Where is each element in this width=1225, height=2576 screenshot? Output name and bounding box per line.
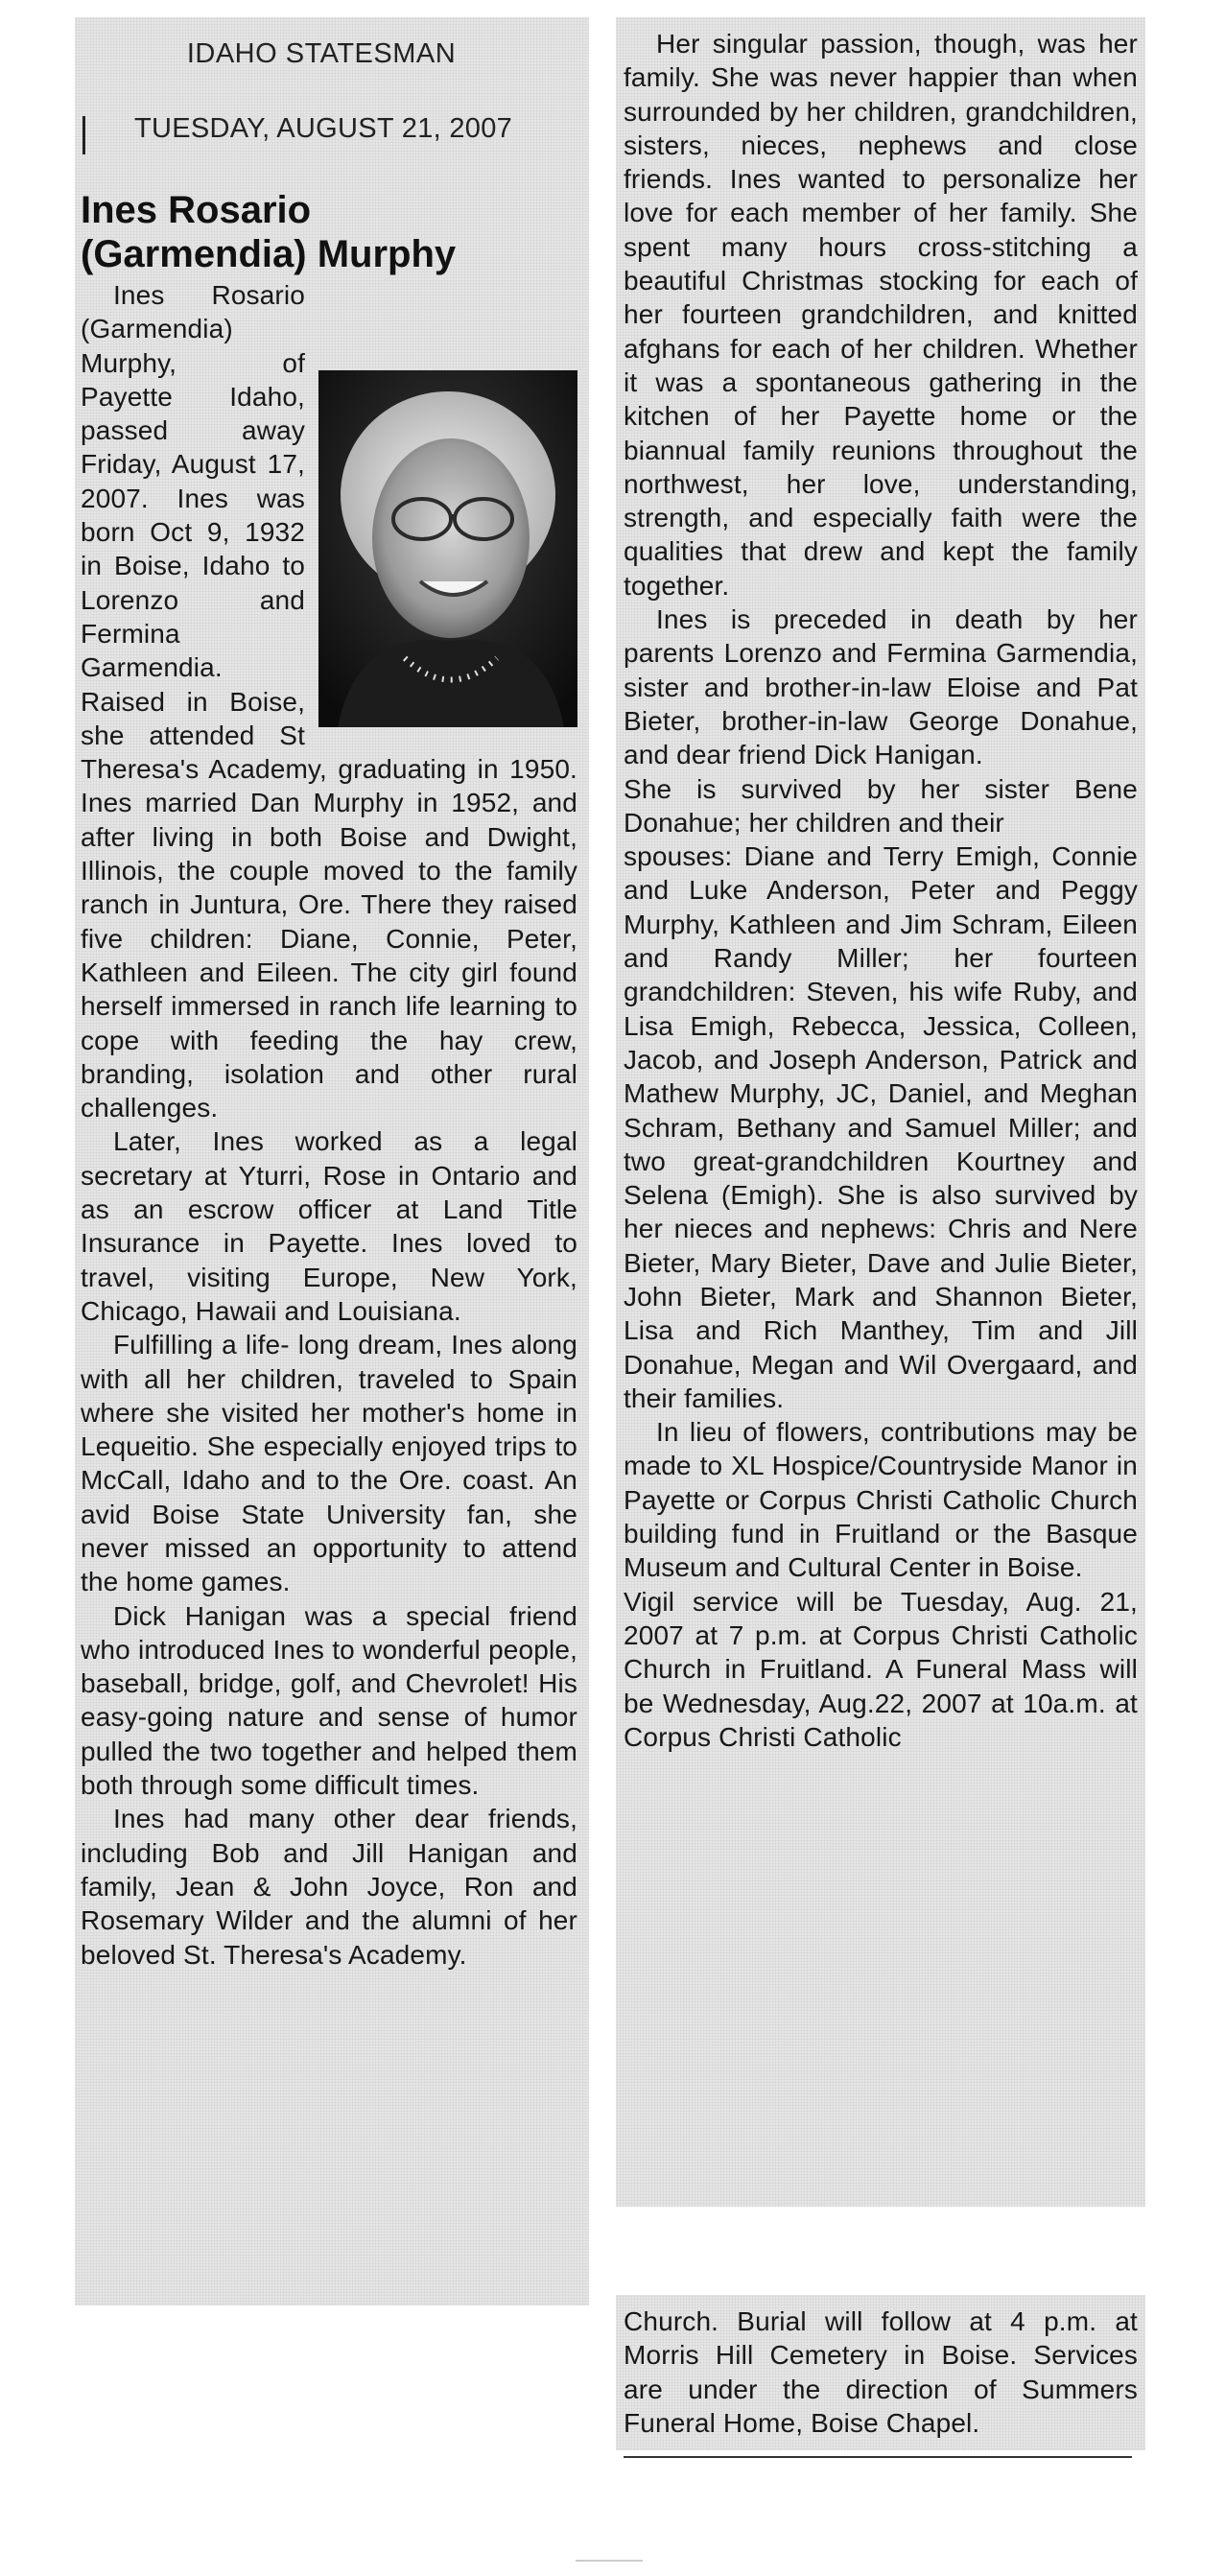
portrait-photo (318, 370, 577, 727)
right-paragraph: Her singular passion, though, was her family. She was never happier than when surrounded by her children, grandchildren, sisters, nieces, nephews and close friends. Ines wanted to personalize her love for each member of her family. She spent many hours cross-stitching a beautiful Christmas stocking for each of her fourteen grandchildren, and knitted afghans for each of her children. Whether it was a spontaneous gathering in the kitchen of her Payette home or the biannual family reunions throughout the northwest, her love, understanding, strength, and especially faith were the qualities that drew and kept the family together. (624, 29, 1138, 601)
left-paragraph: Ines Rosario (Garmendia) Murphy, of Payette Idaho, passed away Friday, August 17, 2007. Ines was born Oct 9, 1932 in Boise, Idaho to Lorenzo and Fermina Garmendia. Raised in Boise, she attended St Theresa's Academy, graduating in 1950. Ines married Dan Murphy in 1952, and after living in both Boise and Dwight, Illinois, the couple moved to the family ranch in Juntura, Ore. There they raised five children: Diane, Connie, Peter, Kathleen and Eileen. The city girl found herself immersed in ranch life learning to cope with feeding the hay crew, branding, isolation and other rural challenges. (81, 280, 577, 1123)
right-paragraph: In lieu of flowers, contributions may be made to XL Hospice/Countryside Manor in Payette or Corpus Christi Catholic Church building fund in Fruitland or the Basque Museum and Cultural Center in Boise. (624, 1417, 1138, 1583)
right-column (624, 27, 1138, 1754)
portrait-image (318, 370, 577, 727)
headline-line-1: Ines Rosario (81, 189, 312, 231)
footer-mark (576, 2560, 643, 2562)
date-text: TUESDAY, AUGUST 21, 2007 (134, 113, 513, 144)
left-paragraph: Ines had many other dear friends, including Bob and Jill Hanigan and family, Jean & John Joyce, Ron and Rosemary Wilder and the alumni of her beloved St. Theresa's Academy. (81, 1804, 577, 1970)
left-paragraph: Later, Ines worked as a legal secretary at Yturri, Rose in Ontario and as an escrow officer at Land Title Insurance in Payette. Ines loved to travel, visiting Europe, New York, Chicago, Hawaii and Louisiana. (81, 1126, 577, 1326)
left-column (81, 278, 577, 1972)
dateline (82, 113, 562, 145)
right-paragraph: Ines is preceded in death by her parents Lorenzo and Fermina Garmendia, sister and brother-in-law Eloise and Pat Bieter, brother-in-law George Donahue, and dear friend Dick Hanigan. (624, 604, 1138, 770)
masthead: IDAHO STATESMAN (186, 38, 457, 69)
left-paragraph: Fulfilling a life- long dream, Ines along with all her children, traveled to Spain where she visited her mother's home in Lequeitio. She especially enjoyed trips to McCall, Idaho and to the Ore. coast. An avid Boise State University fan, she never missed an opportunity to attend the home games. (81, 1330, 577, 1597)
closing-rule (624, 2456, 1132, 2458)
right-paragraph: Vigil service will be Tuesday, Aug. 21, 2007 at 7 p.m. at Corpus Christi Catholic Church in Fruitland. A Funeral Mass will be Wednesday, Aug.22, 2007 at 10a.m. at Corpus Christi Catholic (624, 1586, 1138, 1752)
headline-line-2: (Garmendia) Murphy (81, 233, 457, 275)
right-paragraph: spouses: Diane and Terry Emigh, Connie and Luke Anderson, Peter and Peggy Murphy, Kathleen and Jim Schram, Eileen and Randy Miller; her fourteen grandchildren: Steven, his wife Ruby, and Lisa Emigh, Rebecca, Jessica, Colleen, Jacob, and Joseph Anderson, Patrick and Mathew Murphy, JC, Daniel, and Meghan Schram, Bethany and Samuel Miller; and two great-grandchildren Kourtney and Selena (Emigh). She is also survived by her nieces and nephews: Chris and Nere Bieter, Mary Bieter, Dave and Julie Bieter, John Bieter, Mark and Shannon Bieter, Lisa and Rich Manthey, Tim and Jill Donahue, Megan and Wil Overgaard, and their families. (624, 841, 1138, 1413)
bottom-column (624, 2304, 1138, 2440)
bottom-paragraph: Church. Burial will follow at 4 p.m. at Morris Hill Cemetery in Boise. Services are under the direction of Summers Funeral Home, Boise Chapel. (624, 2306, 1138, 2438)
obituary-headline (81, 188, 579, 276)
left-paragraph: Dick Hanigan was a special friend who introduced Ines to wonderful people, baseball, bridge, golf, and Chevrolet! His easy-going nature and sense of humor pulled the two together and helped them both through some difficult times. (81, 1600, 577, 1801)
right-paragraph: She is survived by her sister Bene Donahue; her children and their (624, 773, 1138, 838)
